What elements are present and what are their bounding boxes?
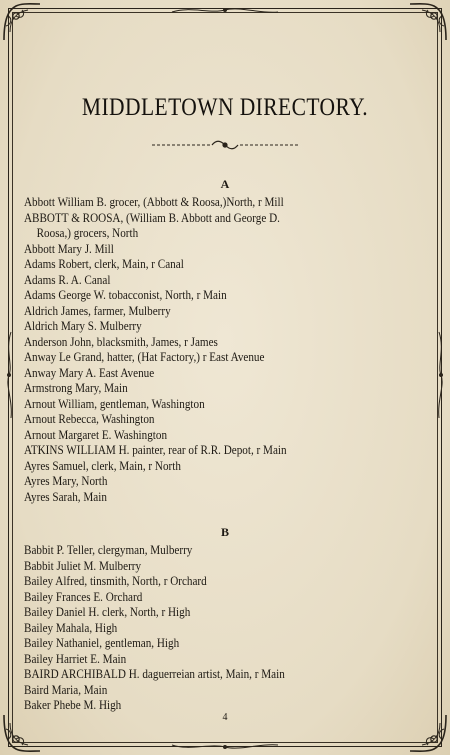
list-item: Ayres Sarah, Main [24, 489, 107, 504]
list-item: Anway Mary A. East Avenue [24, 365, 155, 380]
left-scroll-ornament-icon [3, 330, 15, 420]
list-item: Abbott Mary J. Mill [24, 241, 114, 256]
corner-ornament-icon [2, 2, 42, 42]
list-item: Roosa,) grocers, North [36, 226, 139, 240]
entry-list-b [24, 543, 434, 714]
list-item: Bailey Daniel H. clerk, North, r High [24, 605, 191, 619]
list-item: Aldrich Mary S. Mulberry [24, 319, 142, 333]
list-item: Adams R. A. Canal [24, 272, 111, 287]
corner-ornament-icon [408, 2, 448, 42]
list-item: Babbit P. Teller, clergyman, Mulberry [24, 543, 193, 557]
bottom-scroll-ornament-icon [170, 741, 280, 753]
list-item: Aldrich James, farmer, Mulberry [24, 303, 171, 318]
decorative-rule-icon [150, 138, 300, 152]
section-letter-a: A [220, 177, 230, 191]
page-title: MIDDLETOWN DIRECTORY. [81, 94, 369, 121]
list-item: Anway Le Grand, hatter, (Hat Factory,) r East Avenue [24, 350, 265, 364]
list-item: Arnout Margaret E. Washington [24, 427, 168, 442]
section-letter-b: B [220, 525, 229, 539]
page-number: 4 [222, 712, 228, 723]
list-item: Babbit Juliet M. Mulberry [24, 558, 142, 573]
list-item: Arnout Rebecca, Washington [24, 412, 155, 426]
list-item: Adams George W. tobacconist, North, r Main [24, 288, 227, 302]
list-item: Baird Maria, Main [24, 682, 108, 697]
top-scroll-ornament-icon [170, 4, 280, 16]
list-item: Abbott William B. grocer, (Abbott & Roosa,)North, r Mill [24, 195, 284, 209]
list-item: ABBOTT & ROOSA, (William B. Abbott and George D. [24, 210, 280, 225]
list-item: Ayres Samuel, clerk, Main, r North [24, 458, 181, 473]
list-item: Anderson John, blacksmith, James, r James [24, 334, 218, 349]
entry-list-a [24, 195, 434, 505]
list-item: Ayres Mary, North [24, 474, 108, 488]
list-item: Bailey Mahala, High [24, 620, 118, 635]
list-item: BAIRD ARCHIBALD H. daguerreian artist, Main, r Main [24, 667, 285, 681]
list-item: Arnout William, gentleman, Washington [24, 396, 205, 411]
list-item: Baker Phebe M. High [24, 698, 122, 712]
list-item: Bailey Harriet E. Main [24, 651, 127, 666]
list-item: Bailey Alfred, tinsmith, North, r Orchard [24, 574, 207, 588]
list-item: Bailey Frances E. Orchard [24, 589, 143, 604]
list-item: Armstrong Mary, Main [24, 381, 128, 395]
list-item: ATKINS WILLIAM H. painter, rear of R.R. Depot, r Main [24, 443, 287, 457]
list-item: Bailey Nathaniel, gentleman, High [24, 636, 180, 650]
list-item: Adams Robert, clerk, Main, r Canal [24, 257, 184, 271]
